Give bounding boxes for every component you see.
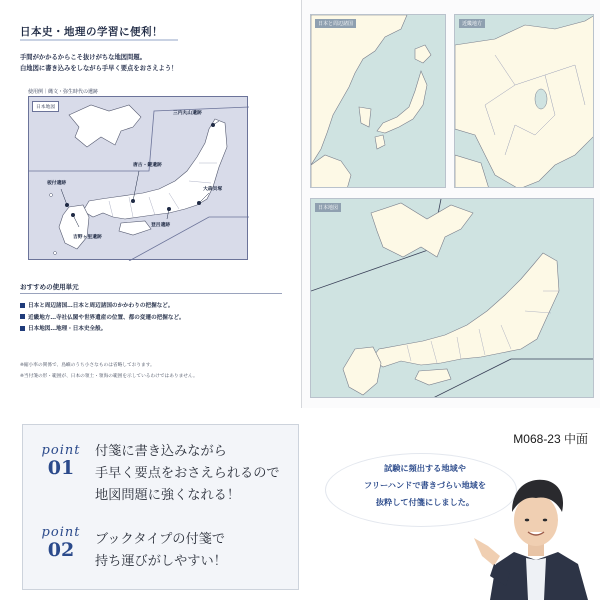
point-text-01	[95, 441, 280, 507]
square-bullet-icon	[20, 314, 25, 319]
usage-label: 使用例｜縄文・弥生時代の遺跡	[28, 89, 99, 95]
japan-large-map-illustration	[311, 199, 594, 398]
point-badge-02	[37, 525, 85, 560]
right-page	[302, 0, 600, 408]
map-chip-japan: 日本地図	[32, 101, 59, 112]
intro-line: 白地図に書き込みをしながら手早く要点をおさえよう！	[20, 65, 178, 72]
usage-example-map	[28, 96, 248, 260]
points-box	[22, 424, 299, 590]
speech-line: 抜粋して付箋にしました。	[375, 497, 475, 507]
site-marker	[167, 207, 171, 211]
site-marker	[71, 213, 75, 217]
recommended-divider	[20, 293, 282, 294]
speech-line: 試験に頻出する地域や	[384, 463, 466, 473]
list-item	[20, 324, 185, 336]
sticky-map-japan	[310, 198, 594, 398]
point-word: point	[41, 525, 81, 540]
point-number: 02	[47, 539, 75, 561]
list-item	[20, 301, 185, 313]
site-marker	[211, 123, 215, 127]
recommended-title: おすすめの使用単元	[20, 283, 79, 291]
note-line: ※当付箋の形・範囲が、日本の領土・領海の範囲を示しているわけではありません。	[20, 374, 198, 379]
speech-line: フリーハンドで書きづらい地域を	[363, 480, 487, 490]
features-section	[0, 408, 600, 600]
list-item-text: 近畿地方…寺社仏閣や世界遺産の位置、都の変遷の把握など。	[28, 314, 185, 321]
point-word: point	[41, 443, 81, 458]
site-marker	[131, 199, 135, 203]
kinki-map-illustration	[455, 15, 594, 188]
site-label-sannai-maruyama: 三内丸山遺跡	[173, 111, 202, 116]
site-label-karako-kagi: 唐古・鍵遺跡	[133, 163, 162, 168]
site-marker	[197, 201, 201, 205]
map-chip: 近畿地方	[459, 19, 485, 28]
neighbors-map-illustration	[311, 15, 446, 188]
site-marker	[65, 203, 69, 207]
square-bullet-icon	[20, 326, 25, 331]
list-item	[20, 313, 185, 325]
product-code: M068-23 中面	[513, 432, 588, 446]
site-label-omori: 大森貝塚	[203, 187, 223, 192]
title-underline	[20, 39, 178, 41]
point-line: 手早く要点をおさえられるので	[95, 466, 280, 481]
point-text-02	[95, 529, 227, 573]
map-chip: 日本と周辺諸国	[315, 19, 356, 28]
point-number: 01	[47, 457, 75, 479]
point-badge-01	[37, 443, 85, 478]
sticky-map-kinki	[454, 14, 594, 188]
left-page	[0, 0, 302, 408]
list-item-text: 日本地図…地理・日本史全般。	[28, 326, 107, 332]
page-title: 日本史・地理の学習に便利！	[20, 26, 163, 38]
notes	[20, 360, 198, 382]
site-label-toro: 登呂遺跡	[151, 223, 171, 228]
point-line: 付箋に書き込みながら	[95, 444, 227, 459]
point-line: 持ち運びがしやすい！	[95, 554, 227, 569]
point-line: ブックタイプの付箋で	[95, 532, 226, 547]
recommended-list	[20, 301, 185, 336]
point-line: 地図問題に強くなれる！	[95, 488, 241, 503]
sticky-map-japan-neighbors	[310, 14, 446, 188]
intro-text	[20, 52, 177, 74]
intro-line: 手間がかかるからこそ抜けがちな地図問題。	[20, 54, 146, 61]
note-line: ※縮小率の関係で、島嶼のうち小さなものは省略しております。	[20, 363, 155, 368]
map-chip: 日本地図	[315, 203, 341, 212]
presenter-illustration	[470, 460, 600, 600]
square-bullet-icon	[20, 303, 25, 308]
site-label-itazuke: 板付遺跡	[47, 181, 67, 186]
list-item-text: 日本と周辺諸国…日本と周辺諸国のかかわりの把握など。	[28, 303, 174, 309]
site-label-yoshinogari: 吉野ヶ里遺跡	[73, 235, 102, 240]
